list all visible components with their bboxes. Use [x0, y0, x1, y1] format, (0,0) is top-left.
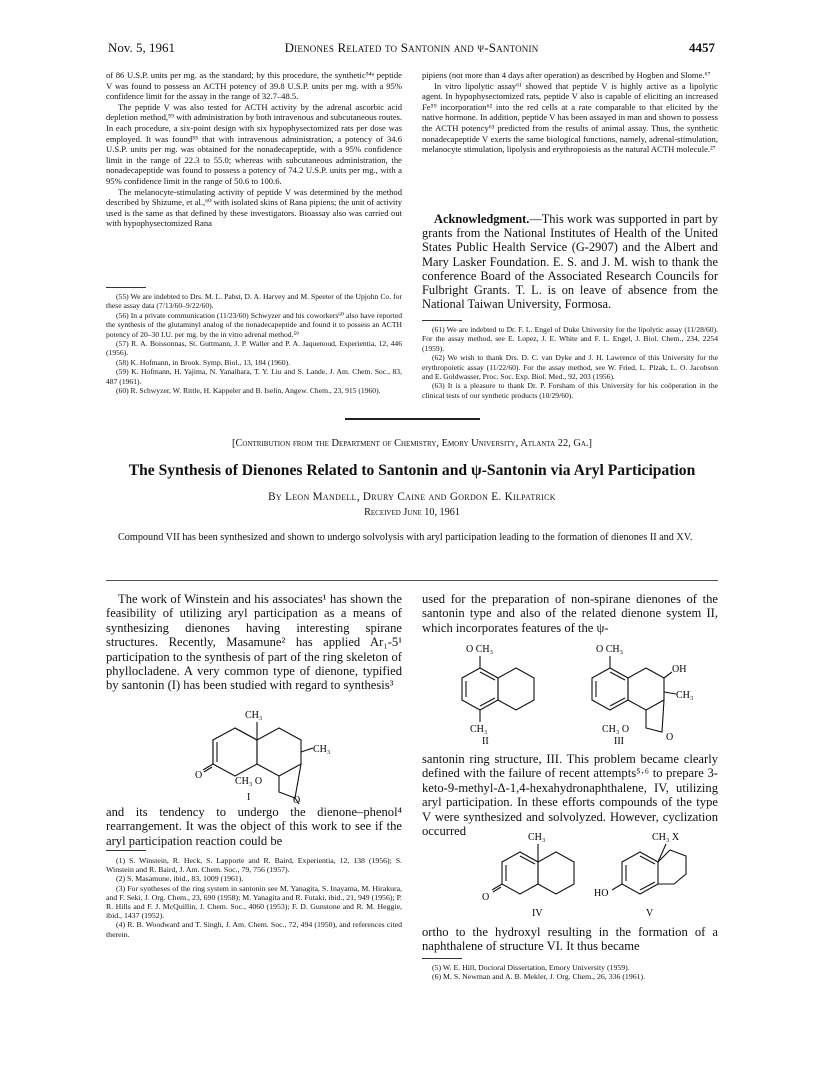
structure-III-o: O	[666, 732, 674, 743]
footnote: (55) We are indebted to Drs. M. L. Pabst, D. A. Harvey and M. Speeter of the Upjohn Co. for these assay data (7/13/60–9/22/60).	[106, 292, 402, 311]
structure-I-o-left: O	[195, 770, 203, 781]
footnote: (1) S. Winstein, R. Heck, S. Lapporte and R. Baird, Experientia, 12, 138 (1956); S. Winstein and R. Baird, J. Am. Chem. Soc., 79, 756 (1957).	[106, 856, 402, 875]
footnote: (62) We wish to thank Drs. D. C. van Dyke and J. H. Lawrence of this University for the erythropoietic assay (11/22/60). For the assay method, see W. Fried, L. Plzak, L. O. Jacobson and E. Goldwasser, Proc. Soc. Exp. Biol. Med., 92, 203 (1956).	[422, 353, 718, 382]
body-right-para2	[422, 752, 718, 838]
structure-IV-ch3: CH₃	[528, 832, 546, 843]
structure-III-top: O CH₃	[596, 644, 624, 655]
structure-II-top: O CH₃	[466, 644, 494, 655]
contribution-line: [Contribution from the Department of Chemistry, Emory University, Atlanta 22, Ga.]	[232, 438, 592, 449]
footnote-rule	[422, 320, 462, 321]
abstract	[106, 532, 718, 544]
top-right-column	[422, 70, 718, 155]
article-title: The Synthesis of Dienones Related to Santonin and ψ-Santonin via Aryl Participation	[128, 462, 696, 479]
footnote: (63) It is a pleasure to thank Dr. P. Forsham of this University for his coöperation in the clinical tests of our synthetic products (10/29/60).	[422, 381, 718, 400]
received-date: Received June 10, 1961	[364, 507, 460, 518]
acknowledgment	[422, 212, 718, 311]
structure-V-ch3x: CH₃ X	[652, 832, 680, 843]
abstract-text: Compound VII has been synthesized and shown to undergo solvolysis with aryl participation leading to the formation of dienones II and XV.	[118, 532, 693, 543]
footnote: (4) R. B. Woodward and T. Singh, J. Am. Chem. Soc., 72, 494 (1950), and references cited therein.	[106, 920, 402, 939]
article-separator	[345, 418, 480, 420]
body-right-para1	[422, 592, 718, 635]
structures-II-III	[440, 640, 710, 745]
paragraph: The melanocyte-stimulating activity of peptide V was determined by the method described by Shizume, et al.,⁶⁰ with isolated skins of Rana pipiens; the unit of activity used is the same as that defined by these investigators. Bioassay also was carried out with hypophysectomized Rana	[106, 186, 402, 229]
byline: By Leon Mandell, Drury Caine and Gordon E. Kilpatrick	[268, 491, 556, 503]
structure-I-o-right: O	[293, 795, 301, 805]
paragraph: and its tendency to undergo the dienone–phenol⁴ rearrangement. It was the object of this work to see if the aryl participation reaction could be	[106, 805, 402, 848]
structures-IV-V	[480, 830, 710, 920]
structure-V-ho: HO	[594, 888, 609, 899]
paragraph: The peptide V was also tested for ACTH activity by the adrenal ascorbic acid depletion method,⁵⁹ with administration by both intravenous and subcutaneous routes. In each procedure, a six-point design with six hypophysectomized rats per dose was employed. It was found⁵⁵ that with intravenous administration, a potency of 34.6 U.S.P. units per mg. was obtained for the nonadecapeptide, with a 95% confidence limit in the range of 22.3 to 55.0; whereas with subcutaneous administration, the nonadecapeptide was found to possess a potency of 74.2 U.S.P. units per mg., with a 95% confidence limit in the range of 50.6 to 100.6.	[106, 101, 402, 186]
structure-IV-label: IV	[532, 908, 543, 919]
bottom-left-footnotes	[106, 856, 402, 939]
footnote-rule	[422, 958, 462, 959]
structure-III-ch3o: CH₃ O	[602, 724, 630, 735]
footnote: (61) We are indebted to Dr. F. L. Engel of Duke University for the lipolytic assay (11/28/60). For the assay method, see E. Lopez, J. E. White and F. L. Engel, J. Biol. Chem., 234, 2254 (1959).	[422, 325, 718, 353]
footnote-rule	[106, 287, 146, 288]
structure-I-ch3-right: CH₃	[313, 744, 331, 755]
paragraph: of 86 U.S.P. units per mg. as the standard; by this procedure, the synthetic⁵⁴ᵃ peptide V was found to possess an ACTH potency of 39.8 U.S.P. units per mg. with a 95% confidence limit for the assay in the range of 32.7–48.5.	[106, 70, 402, 102]
top-right-footnotes	[422, 325, 718, 400]
paragraph: santonin ring structure, III. This problem became clearly defined with the failure of recent attempts⁵·⁶ to prepare 3-keto-9-methyl-Δ-1,4-hexahydronaphthalene, IV, utilizing aryl participation. In these efforts compounds of the type V were synthesized and solvolyzed. However, cyclization occurred	[422, 752, 718, 839]
footnote: (5) W. E. Hill, Doctoral Dissertation, Emory University (1959).	[432, 963, 630, 972]
body-left-para1	[106, 592, 402, 693]
footnote: (60) R. Schwyzer, W. Rittle, H. Kappeler and B. Iselin, Angew. Chem., 23, 915 (1960).	[116, 386, 381, 396]
footnote: (6) M. S. Newman and A. B. Mekler, J. Org. Chem., 26, 336 (1961).	[432, 972, 646, 982]
structure-II-bottom: CH₃	[470, 724, 488, 735]
structure-I-label: I	[247, 792, 251, 803]
acknowledgment-text: —This work was supported in part by grants from the National Institutes of Health of the United States Public Health Service (G-2907) and the Albert and Mary Lasker Foundation. E. S. and J. M. wish to thank the conference Board of the Associated Research Councils for Fulbright Grants. T. L. is on leave of absence from the National Taiwan University, Formosa.	[422, 212, 718, 312]
footnote: (2) S. Masamune, ibid., 83, 1009 (1961).	[116, 874, 244, 884]
structure-IV-o: O	[482, 892, 490, 903]
structure-I	[195, 700, 335, 805]
footnote: (57) R. A. Boissonnas, St. Guttmann, J. P. Waller and P. A. Jaquenoud, Experientia, 12, 446 (1956).	[106, 339, 402, 358]
bottom-right-footnotes	[422, 963, 718, 981]
structure-III-ch3: CH₃	[676, 690, 694, 701]
footnote: (59) K. Hofmann, H. Yajima, N. Yanaihara, T. Y. Liu and S. Lande, J. Am. Chem. Soc., 83, 487 (1961).	[106, 367, 402, 386]
body-left-para2	[106, 805, 402, 848]
paragraph: used for the preparation of non-spirane dienones of the santonin type and also of the related dienone system II, which incorporates features of the ψ-	[422, 592, 718, 635]
top-left-footnotes	[106, 292, 402, 395]
top-left-column	[106, 70, 402, 229]
paragraph: In vitro lipolytic assay⁶¹ showed that peptide V is highly active as a lipolytic agent. In hypophysectomized rats, peptide V also is capable of eliciting an increased Fe⁵⁹ incorporation⁶² into the red cells at a rate comparable to that elicited by the native hormone. In addition, peptide V has been assayed in man and shown to possess the ACTH potency⁶³ predicted from the results of animal assay. Thus, the synthetic nonadecapeptide V exerts the same biological functions, namely, adrenal-stimulation, melanocyte stimulation, lipolysis and erythropoiesis as the natural ACTH molecule.²⁷	[422, 80, 718, 155]
footnote: (3) For syntheses of the ring system in santonin see M. Yanagita, S. Inayama, M. Hirakura, and F. Seki, J. Org. Chem., 23, 690 (1958); M. Yanagita and R. Futaki, ibid., 21, 949 (1956); P. R. Hills and F. J. McQuillin, J. Chem. Soc., 4060 (1953); F. D. Gunstone and R. M. Heggie, ibid., 1437 (1952).	[106, 883, 402, 921]
abstract-rule	[106, 580, 718, 581]
structure-V-label: V	[646, 908, 654, 919]
page-number: 4457	[689, 40, 715, 55]
structure-II-label: II	[482, 736, 489, 745]
running-header-title: Dienones Related to Santonin and ψ-Santonin	[284, 40, 539, 55]
footnote: (58) K. Hofmann, in Brook. Symp. Biol., 13, 184 (1960).	[116, 357, 291, 367]
structure-III-oh: OH	[672, 664, 687, 675]
structure-I-ch3o: CH₃ O	[235, 776, 263, 787]
paragraph: The work of Winstein and his associates¹ has shown the feasibility of utilizing aryl participation as a means of synthesizing dienones having interesting spirane structures. Recently, Masamune² has applied Ar₁-5¹ participation to the synthesis of part of the ring skeleton of phyllocladene. A very common type of dienone, typified by santonin (I) has been studied with regard to synthesis³	[106, 592, 402, 693]
acknowledgment-heading: Acknowledgment.	[434, 212, 530, 226]
paragraph: ortho to the hydroxyl resulting in the formation of a naphthalene of structure VI. It thus became	[422, 925, 718, 954]
structure-III-label: III	[614, 736, 624, 745]
footnote-rule	[106, 850, 146, 851]
structure-I-ch3-top: CH₃	[245, 710, 263, 721]
running-header-date: Nov. 5, 1961	[108, 40, 176, 55]
footnote: (56) In a private communication (11/23/60) Schwyzer and his coworkers⁶⁰ also have reported the synthesis of the glutaminyl analog of the nonadecapeptide and found it to possess an ACTH potency of 20–30 I.U. per mg. by the in vitro adrenal method.⁵⁹	[106, 310, 402, 339]
paragraph: pipiens (not more than 4 days after operation) as described by Hogben and Slome.⁶⁷	[422, 70, 711, 80]
body-right-para3	[422, 925, 718, 954]
